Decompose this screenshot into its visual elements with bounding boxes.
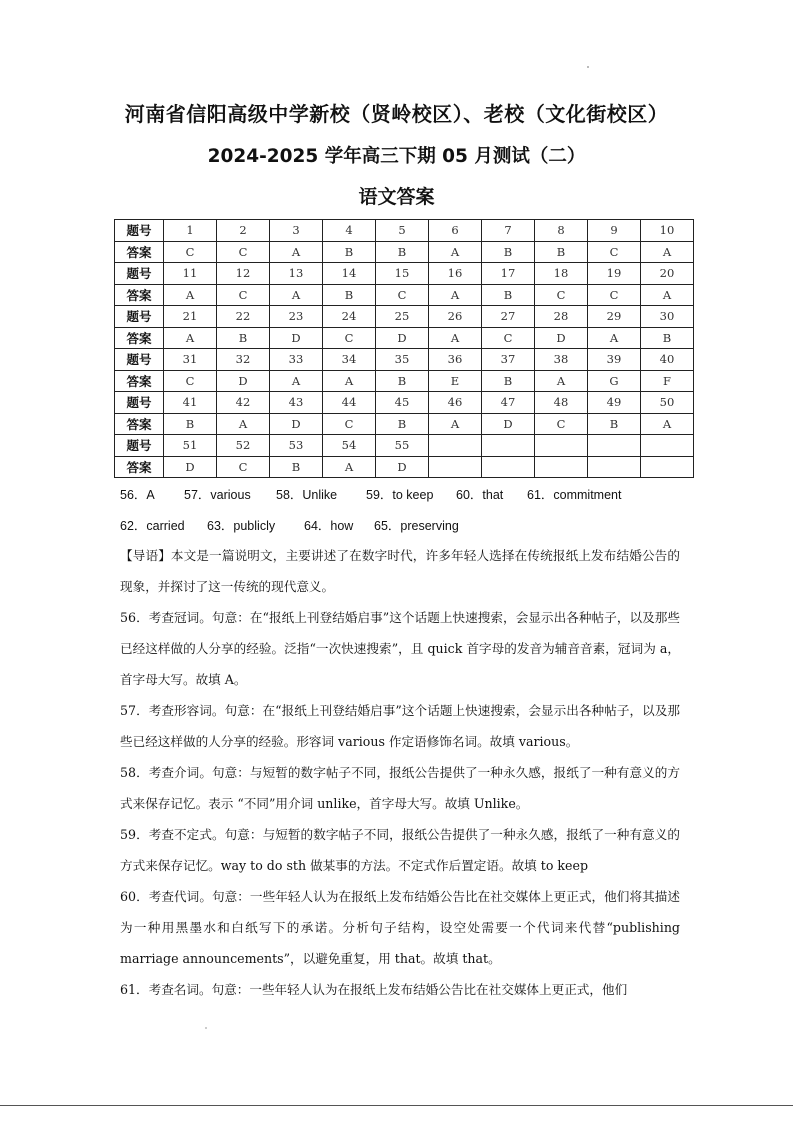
answer-cell: D xyxy=(270,413,323,435)
explanation-56: 56．考查冠词。句意：在“报纸上刊登结婚启事”这个话题上快速搜索，会显示出各种帖子，以及那些已经这样做的人分享的经验。泛指“一次快速搜索”，且 quick 首字母的发音为辅音音素，冠词为 a，首字母大写。故填 A。 xyxy=(120,610,680,687)
question-number-cell: 52 xyxy=(217,435,270,457)
question-number-cell: 28 xyxy=(535,306,588,328)
question-number-row xyxy=(115,263,694,285)
answer-row xyxy=(115,241,694,263)
answer-label-cell: 答案 xyxy=(115,327,164,349)
answer-cell: B xyxy=(588,413,641,435)
question-number-cell: 39 xyxy=(588,349,641,371)
question-number-cell: 5 xyxy=(376,220,429,242)
answer-label-cell: 答案 xyxy=(115,370,164,392)
answer-cell: A xyxy=(588,327,641,349)
question-number-cell xyxy=(641,435,694,457)
answer-label-cell: 答案 xyxy=(115,241,164,263)
question-number-cell: 36 xyxy=(429,349,482,371)
answer-cell: A xyxy=(429,241,482,263)
question-number-cell: 43 xyxy=(270,392,323,414)
answer-cell xyxy=(641,456,694,478)
question-number-cell: 15 xyxy=(376,263,429,285)
fill-answer: 63．publicly xyxy=(207,519,276,533)
question-number-cell: 30 xyxy=(641,306,694,328)
question-number-cell: 37 xyxy=(482,349,535,371)
answer-cell xyxy=(588,456,641,478)
fill-answer: 56．A xyxy=(120,488,155,502)
school-title: 河南省信阳高级中学新校（贤岭校区）、老校（文化街校区） xyxy=(124,102,669,126)
answer-cell: A xyxy=(641,241,694,263)
answer-cell: C xyxy=(217,284,270,306)
scan-dot xyxy=(587,66,589,68)
question-number-cell: 9 xyxy=(588,220,641,242)
answer-cell: C xyxy=(217,241,270,263)
question-label-cell: 题号 xyxy=(115,306,164,328)
question-number-row xyxy=(115,392,694,414)
answer-cell: C xyxy=(323,413,376,435)
question-number-cell: 47 xyxy=(482,392,535,414)
answer-cell: B xyxy=(376,370,429,392)
answer-cell: A xyxy=(323,370,376,392)
question-number-cell: 55 xyxy=(376,435,429,457)
explanation-60: 60．考查代词。句意：一些年轻人认为在报纸上发布结婚公告比在社交媒体上更正式，他们将其描述为一种用黑墨水和白纸写下的承诺。分析句子结构，设空处需要一个代词来代替“publishing marriage announcements”，以避免重复，用 that。故填 that。 xyxy=(120,889,680,966)
question-number-cell: 14 xyxy=(323,263,376,285)
answer-cell: A xyxy=(429,284,482,306)
question-number-cell xyxy=(535,435,588,457)
answer-cell: C xyxy=(164,241,217,263)
fill-answers-line-2 xyxy=(120,516,474,534)
answer-cell: D xyxy=(164,456,217,478)
subject-title: 语文答案 xyxy=(358,186,435,208)
answer-cell: B xyxy=(482,241,535,263)
question-number-row xyxy=(115,435,694,457)
fill-answer: 58．Unlike xyxy=(276,488,338,502)
answer-cell: B xyxy=(535,241,588,263)
question-number-cell: 25 xyxy=(376,306,429,328)
question-number-cell: 20 xyxy=(641,263,694,285)
question-number-cell: 54 xyxy=(323,435,376,457)
answer-row xyxy=(115,413,694,435)
question-number-cell: 19 xyxy=(588,263,641,285)
question-number-cell: 23 xyxy=(270,306,323,328)
question-number-cell: 41 xyxy=(164,392,217,414)
answer-cell: C xyxy=(164,370,217,392)
answer-row xyxy=(115,370,694,392)
question-number-cell: 46 xyxy=(429,392,482,414)
answer-cell: D xyxy=(376,327,429,349)
question-number-cell: 24 xyxy=(323,306,376,328)
answer-row xyxy=(115,456,694,478)
answer-cell: A xyxy=(429,413,482,435)
answer-cell: B xyxy=(482,284,535,306)
fill-answers-line-1 xyxy=(120,485,637,503)
answer-cell: A xyxy=(270,284,323,306)
answer-cell: A xyxy=(164,327,217,349)
question-number-cell: 2 xyxy=(217,220,270,242)
answer-cell: A xyxy=(164,284,217,306)
fill-answer: 65．preserving xyxy=(374,519,459,533)
fill-answer: 61．commitment xyxy=(527,488,622,502)
answer-cell: A xyxy=(641,413,694,435)
question-number-cell: 53 xyxy=(270,435,323,457)
question-number-cell: 13 xyxy=(270,263,323,285)
question-number-cell: 42 xyxy=(217,392,270,414)
answer-cell: B xyxy=(217,327,270,349)
answer-cell xyxy=(429,456,482,478)
question-number-cell: 49 xyxy=(588,392,641,414)
question-label-cell: 题号 xyxy=(115,263,164,285)
question-number-cell: 26 xyxy=(429,306,482,328)
question-number-cell xyxy=(482,435,535,457)
answer-cell: A xyxy=(429,327,482,349)
question-label-cell: 题号 xyxy=(115,349,164,371)
question-label-cell: 题号 xyxy=(115,392,164,414)
answer-cell: C xyxy=(217,456,270,478)
answer-cell: E xyxy=(429,370,482,392)
fill-answer: 62．carried xyxy=(120,519,185,533)
answer-label-cell: 答案 xyxy=(115,284,164,306)
question-number-cell: 44 xyxy=(323,392,376,414)
question-number-cell: 17 xyxy=(482,263,535,285)
question-number-cell: 45 xyxy=(376,392,429,414)
answer-cell: A xyxy=(217,413,270,435)
answer-cell: B xyxy=(323,284,376,306)
answer-cell: C xyxy=(588,241,641,263)
answer-cell: C xyxy=(482,327,535,349)
question-number-cell: 16 xyxy=(429,263,482,285)
question-number-cell: 50 xyxy=(641,392,694,414)
question-number-cell: 21 xyxy=(164,306,217,328)
question-number-cell: 18 xyxy=(535,263,588,285)
question-number-cell: 3 xyxy=(270,220,323,242)
question-label-cell: 题号 xyxy=(115,220,164,242)
guide-paragraph: 【导语】本文是一篇说明文，主要讲述了在数字时代，许多年轻人选择在传统报纸上发布结婚公告的现象，并探讨了这一传统的现代意义。 xyxy=(120,548,680,594)
answer-cell: B xyxy=(641,327,694,349)
question-number-cell: 32 xyxy=(217,349,270,371)
question-number-cell: 7 xyxy=(482,220,535,242)
answer-row xyxy=(115,284,694,306)
question-number-cell: 6 xyxy=(429,220,482,242)
explanation-58: 58．考查介词。句意：与短暂的数字帖子不同，报纸公告提供了一种永久感，报纸了一种有意义的方式来保存记忆。表示 “不同”用介词 unlike，首字母大写。故填 Unlike。 xyxy=(120,765,680,811)
question-number-cell: 38 xyxy=(535,349,588,371)
answer-cell: B xyxy=(323,241,376,263)
question-number-cell: 35 xyxy=(376,349,429,371)
question-number-cell: 33 xyxy=(270,349,323,371)
exam-title: 2024-2025 学年高三下期 05 月测试（二） xyxy=(207,146,586,167)
answer-cell: C xyxy=(535,413,588,435)
answer-cell: B xyxy=(482,370,535,392)
question-number-cell xyxy=(588,435,641,457)
question-number-cell: 29 xyxy=(588,306,641,328)
answer-cell: B xyxy=(376,413,429,435)
fill-answer: 59．to keep xyxy=(366,488,434,502)
answer-cell: A xyxy=(323,456,376,478)
question-number-cell: 27 xyxy=(482,306,535,328)
answer-row xyxy=(115,327,694,349)
fill-answer: 60．that xyxy=(456,488,504,502)
answer-table xyxy=(114,219,694,478)
question-number-cell: 11 xyxy=(164,263,217,285)
answer-cell: B xyxy=(376,241,429,263)
explanation-61: 61．考查名词。句意：一些年轻人认为在报纸上发布结婚公告比在社交媒体上更正式，他们 xyxy=(120,982,628,997)
answer-cell: D xyxy=(376,456,429,478)
answer-cell: A xyxy=(535,370,588,392)
page-bottom-rule xyxy=(0,1105,793,1106)
question-number-cell xyxy=(429,435,482,457)
answer-cell: A xyxy=(270,241,323,263)
question-number-cell: 1 xyxy=(164,220,217,242)
answer-cell: C xyxy=(535,284,588,306)
question-number-cell: 12 xyxy=(217,263,270,285)
fill-answer: 57．various xyxy=(184,488,251,502)
question-number-row xyxy=(115,220,694,242)
answer-cell: B xyxy=(164,413,217,435)
question-number-cell: 8 xyxy=(535,220,588,242)
answer-cell: D xyxy=(482,413,535,435)
answer-cell: C xyxy=(588,284,641,306)
question-number-row xyxy=(115,349,694,371)
answer-cell: F xyxy=(641,370,694,392)
explanation-59: 59．考查不定式。句意：与短暂的数字帖子不同，报纸公告提供了一种永久感，报纸了一种有意义的方式来保存记忆。way to do sth 做某事的方法。不定式作后置定语。故填 to keep xyxy=(120,827,680,873)
question-number-cell: 4 xyxy=(323,220,376,242)
question-number-cell: 22 xyxy=(217,306,270,328)
explanation-57: 57．考查形容词。句意：在“报纸上刊登结婚启事”这个话题上快速搜索，会显示出各种帖子，以及那些已经这样做的人分享的经验。形容词 various 作定语修饰名词。故填 various。 xyxy=(120,703,680,749)
answer-label-cell: 答案 xyxy=(115,413,164,435)
answer-cell xyxy=(482,456,535,478)
answer-cell: A xyxy=(641,284,694,306)
question-label-cell: 题号 xyxy=(115,435,164,457)
question-number-cell: 34 xyxy=(323,349,376,371)
answer-cell: C xyxy=(323,327,376,349)
question-number-cell: 10 xyxy=(641,220,694,242)
question-number-row xyxy=(115,306,694,328)
answer-cell: D xyxy=(217,370,270,392)
answer-cell: A xyxy=(270,370,323,392)
answer-cell xyxy=(535,456,588,478)
question-number-cell: 48 xyxy=(535,392,588,414)
answer-cell: D xyxy=(535,327,588,349)
fill-answer: 64．how xyxy=(304,519,354,533)
answer-cell: B xyxy=(270,456,323,478)
answer-cell: D xyxy=(270,327,323,349)
scan-dot xyxy=(205,1027,207,1029)
answer-cell: G xyxy=(588,370,641,392)
answer-cell: C xyxy=(376,284,429,306)
question-number-cell: 31 xyxy=(164,349,217,371)
answer-label-cell: 答案 xyxy=(115,456,164,478)
question-number-cell: 40 xyxy=(641,349,694,371)
question-number-cell: 51 xyxy=(164,435,217,457)
